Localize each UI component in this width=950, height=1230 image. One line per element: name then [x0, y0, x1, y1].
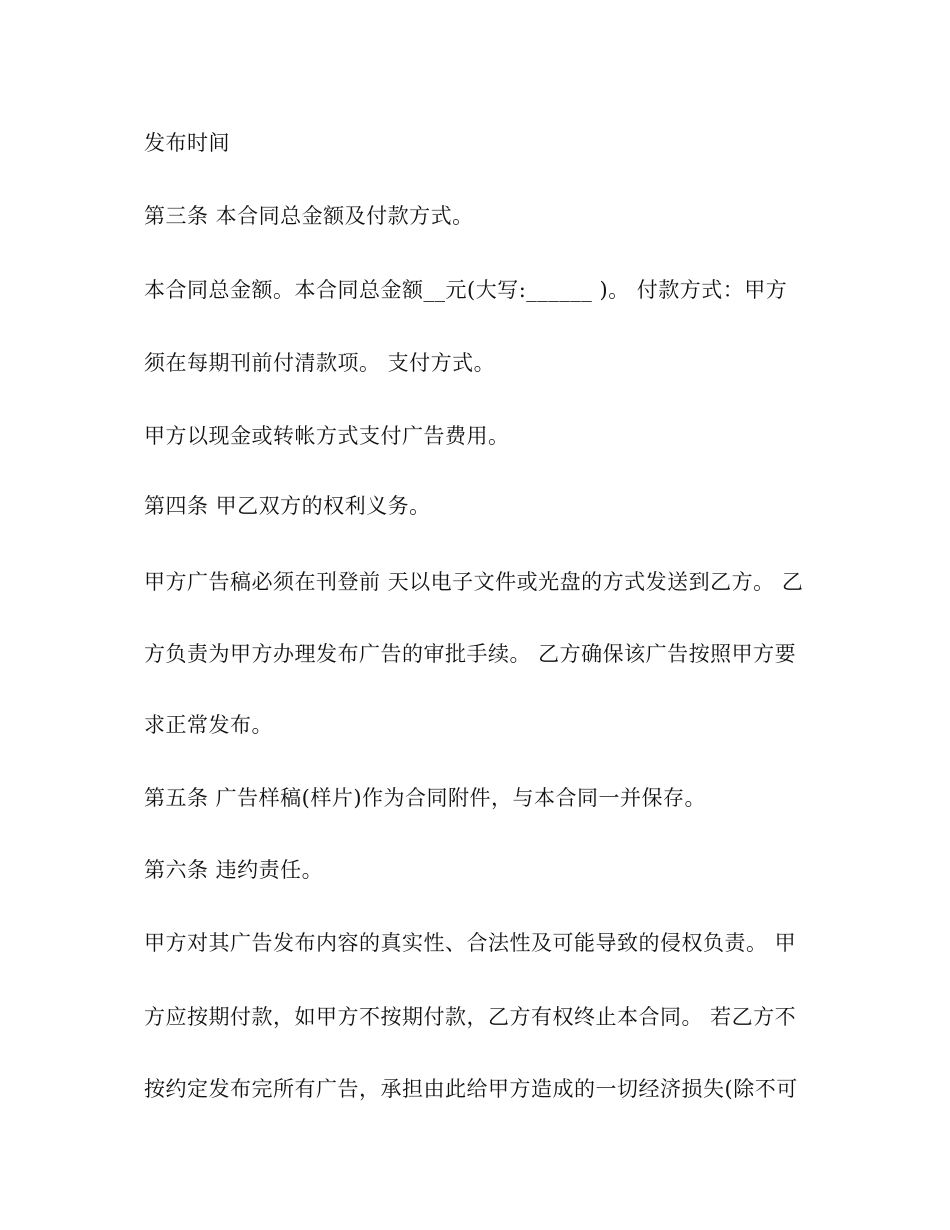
text-line-payment-method: 甲方以现金或转帐方式支付广告费用。 [144, 424, 510, 448]
text-line-article-3-heading: 第三条 本合同总金额及付款方式。 [144, 204, 474, 228]
text-line-normal-publication: 求正常发布。 [144, 713, 273, 737]
text-line-party-b-liability: 按约定发布完所有广告，承担由此给甲方造成的一切经济损失(除不可 [144, 1077, 798, 1101]
text-line-publish-time: 发布时间 [144, 131, 230, 155]
text-line-total-amount: 本合同总金额。本合同总金额__元(大写:______ )。 付款方式：甲方 [144, 278, 788, 302]
text-line-article-6-heading: 第六条 违约责任。 [144, 858, 324, 882]
text-line-article-4-heading: 第四条 甲乙双方的权利义务。 [144, 494, 431, 518]
text-line-article-5: 第五条 广告样稿(样片)作为合同附件，与本合同一并保存。 [144, 786, 707, 810]
text-line-payment-timing: 须在每期刊前付清款项。 支付方式。 [144, 351, 496, 375]
text-line-ad-draft-delivery: 甲方广告稿必须在刊登前 天以电子文件或光盘的方式发送到乙方。 乙 [144, 570, 804, 594]
text-line-party-a-responsibility: 甲方对其广告发布内容的真实性、合法性及可能导致的侵权负责。 甲 [144, 931, 797, 955]
text-line-approval-procedures: 方负责为甲方办理发布广告的审批手续。 乙方确保该广告按照甲方要 [144, 642, 797, 666]
text-line-payment-default: 方应按期付款，如甲方不按期付款，乙方有权终止本合同。 若乙方不 [144, 1005, 797, 1029]
